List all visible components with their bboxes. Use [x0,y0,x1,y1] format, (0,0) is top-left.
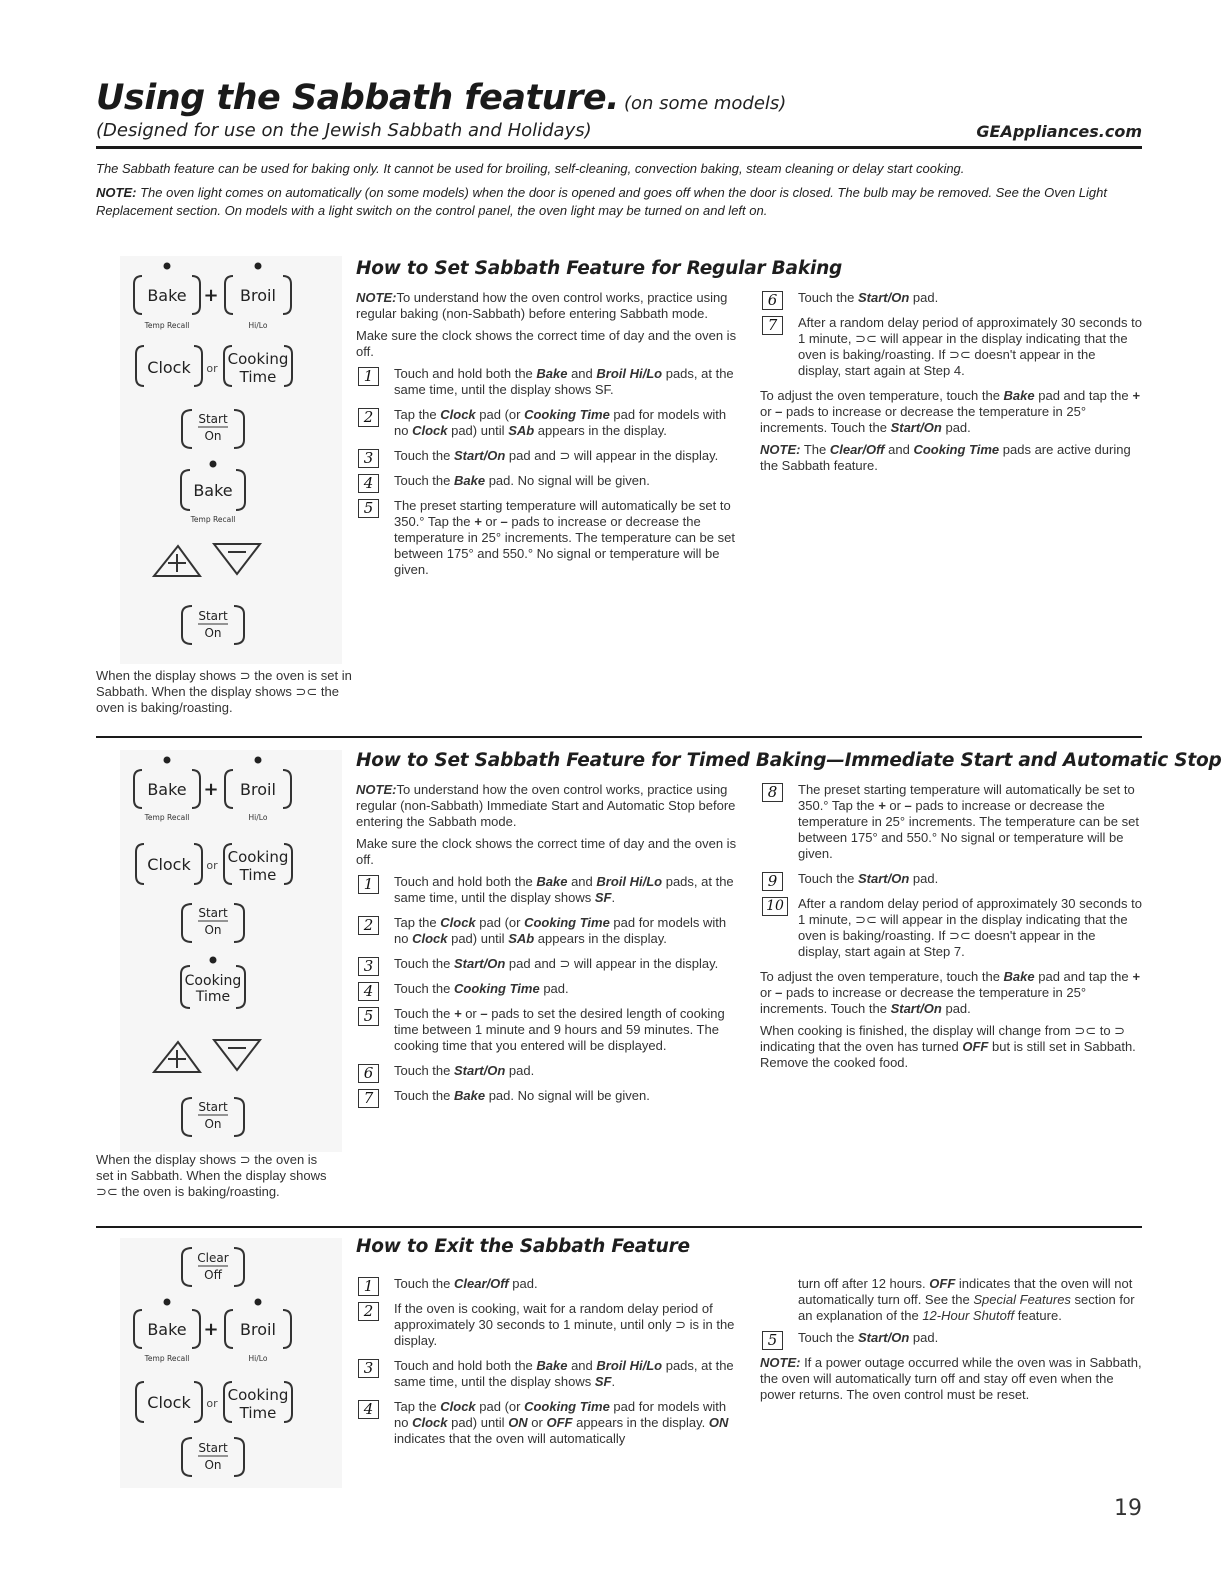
section2-step: 4 Touch the Cooking Time pad. [356,981,740,997]
section2-step: 9 Touch the Start/On pad. [760,871,1142,887]
section1-note: NOTE:To understand how the oven control works, practice using regular baking (non-Sabbath) before entering Sabbath mode. [356,290,728,321]
section3-right-column [760,1276,1142,1409]
section1-step: 2 Tap the Clock pad (or Cooking Time pad for models with no Clock pad) until SAb appears in the display. [356,407,740,439]
section-divider-1 [96,736,1142,738]
section2-right-column [760,782,1142,1077]
section2-step: 7 Touch the Bake pad. No signal will be given. [356,1088,740,1104]
section3-step: 4 Tap the Clock pad (or Cooking Time pad for models with no Clock pad) until ON or OFF appears in the display. ON indicates that the oven will automatically [356,1399,740,1447]
section2-step: 2 Tap the Clock pad (or Cooking Time pad for models with no Clock pad) until SAb appears in the display. [356,915,740,947]
page-title [96,78,786,118]
section3-step: 3 Touch and hold both the Bake and Broil Hi/Lo pads, at the same time, until the display shows SF. [356,1358,740,1390]
section2-note: NOTE:To understand how the oven control works, practice using regular (non-Sabbath) Immediate Start and Automatic Stop before entering the Sabbath mode. [356,782,736,829]
section-divider-2 [96,1226,1142,1228]
clock-cooking-pads [136,844,292,884]
svg-text:or: or [206,859,218,872]
clock-cooking-pads [136,1382,292,1422]
section3-step: 2 If the oven is cooking, wait for a random delay period of approximately 30 seconds to 1 minute, until only ⊃ is in the display. [356,1301,740,1349]
svg-text:Broil: Broil [240,780,276,799]
section2-left-column [356,782,740,1113]
svg-text:Bake: Bake [147,1320,187,1339]
svg-text:Temp Recall: Temp Recall [190,515,236,524]
intro-text [96,160,1142,220]
plus-minus-arrows [154,544,260,576]
svg-text:On: On [204,429,222,443]
svg-text:Start: Start [198,906,228,920]
title-note: (on some models) [623,93,787,114]
section2-make-sure: Make sure the clock shows the correct time of day and the oven is off. [356,836,737,867]
svg-text:Temp Recall: Temp Recall [144,321,190,330]
caption-2: When the display shows ⊃ the oven is set in Sabbath. When the display shows ⊃⊂ the oven is baking/roasting. [96,1152,327,1199]
intro-note-label: NOTE: [96,185,137,200]
svg-text:On: On [204,1458,222,1472]
svg-text:Start: Start [198,609,228,623]
svg-text:Clock: Clock [147,1393,191,1412]
control-panel-illustration-3 [120,1238,342,1488]
bake-broil-pads [134,757,291,823]
clear-off-pad [182,1248,244,1286]
section3-title: How to Exit the Sabbath Feature [356,1236,690,1257]
section1-left-column [356,290,740,587]
svg-text:Time: Time [239,866,277,884]
svg-text:+: + [203,779,219,800]
section2-step: 1 Touch and hold both the Bake and Broil Hi/Lo pads, at the same time, until the display shows SF. [356,874,740,906]
section3-continued: turn off after 12 hours. OFF indicates that the oven will not automatically turn off. See the Special Features section for an explanation of the 12-Hour Shutoff feature. [798,1276,1135,1323]
svg-text:Time: Time [195,989,231,1005]
svg-text:Hi/Lo: Hi/Lo [248,813,268,822]
bake-pad-label: Bake [147,286,187,305]
section1-step: 1 Touch and hold both the Bake and Broil Hi/Lo pads, at the same time, until the display shows SF. [356,366,740,398]
subtitle: (Designed for use on the Jewish Sabbath and Holidays) [96,120,592,141]
intro-line1: The Sabbath feature can be used for baking only. It cannot be used for broiling, self-cleaning, convection baking, steam cleaning or delay start cooking. [96,161,965,176]
control-panel-illustration-1 [120,256,342,664]
start-on-pad-2 [182,1098,244,1136]
section1-right-column [760,290,1142,480]
section1-step: 4 Touch the Bake pad. No signal will be given. [356,473,740,489]
svg-text:On: On [204,1117,222,1131]
start-on-pad [182,1438,244,1476]
section3-step: 1 Touch the Clear/Off pad. [356,1276,740,1292]
section1-step: 7 After a random delay period of approximately 30 seconds to 1 minute, ⊃⊂ will appear in the display indicating that the oven is baking/roasting. If ⊃⊂ doesn't appear in the display, start again at Step 4. [760,315,1142,379]
start-on-pad-1 [182,410,244,448]
svg-text:Clock: Clock [147,855,191,874]
svg-text:On: On [204,923,222,937]
start-on-pad-1 [182,904,244,942]
section1-step: 5 The preset starting temperature will automatically be set to 350.° Tap the + or – pads to increase or decrease the temperature in 25° increments. The temperature can be set between 175° and 550.° No signal or temperature will be given. [356,498,740,578]
svg-text:Time: Time [239,368,277,386]
section2-step: 10 After a random delay period of approximately 30 seconds to 1 minute, ⊃⊂ will appear in the display indicating that the oven is baking/roasting. If ⊃⊂ doesn't appear in the display, start again at Step 7. [760,896,1142,960]
svg-text:Start: Start [198,412,228,426]
clock-cooking-pads [136,346,292,386]
control-panel-illustration-2 [120,750,342,1152]
section1-step: 6 Touch the Start/On pad. [760,290,1142,306]
intro-note-text: The oven light comes on automatically (on some models) when the door is opened and goes off when the door is closed. The bulb may be removed. See the Oven Light Replacement section. On models with a light switch on the control panel, the oven light may be turned on and left on. [96,185,1107,218]
clock-pad-label: Clock [147,358,191,377]
bake-broil-pads [134,263,291,331]
cooking-time-pad [181,957,245,1009]
svg-text:Temp Recall: Temp Recall [144,1354,190,1363]
plus-minus-arrows [154,1040,260,1072]
section3-note: NOTE: If a power outage occurred while the oven was in Sabbath, the oven will automatically turn off and stay off even when the power returns. The oven control must be reset. [760,1355,1142,1402]
start-on-pad-2 [182,606,244,644]
intro-note [96,184,1142,220]
section2-finished: When cooking is finished, the display will change from ⊃⊂ to ⊃ indicating that the oven has turned OFF but is still set in Sabbath. Remove the cooked food. [760,1023,1136,1070]
section2-step: 8 The preset starting temperature will automatically be set to 350.° Tap the + or – pads to increase or decrease the temperature in 25° increments. The temperature can be set between 175° and 550.° No signal or temperature will be given. [760,782,1142,862]
svg-text:Temp Recall: Temp Recall [144,813,190,822]
svg-text:Cooking: Cooking [227,1386,289,1404]
svg-text:Cooking: Cooking [184,973,242,989]
section1-note2: NOTE: The Clear/Off and Cooking Time pads are active during the Sabbath feature. [760,442,1131,473]
svg-text:Bake: Bake [147,780,187,799]
svg-text:Broil: Broil [240,1320,276,1339]
bake-pad-single [181,461,245,525]
svg-text:or: or [206,1397,218,1410]
svg-text:Start: Start [198,1100,228,1114]
section1-adjust: To adjust the oven temperature, touch the Bake pad and tap the + or – pads to increase or decrease the temperature in 25° increments. Touch the Start/On pad. [760,388,1140,435]
svg-text:Time: Time [239,1404,277,1422]
svg-text:+: + [203,285,219,306]
section2-step: 3 Touch the Start/On pad and ⊃ will appear in the display. [356,956,740,972]
svg-text:Off: Off [204,1268,222,1282]
svg-text:Cooking: Cooking [227,848,289,866]
svg-text:Start: Start [198,1441,228,1455]
website-link[interactable]: GEAppliances.com [976,122,1142,141]
svg-text:Bake: Bake [193,481,233,500]
svg-text:Hi/Lo: Hi/Lo [248,1354,268,1363]
section2-step: 6 Touch the Start/On pad. [356,1063,740,1079]
page-number: 19 [1114,1496,1142,1521]
section1-make-sure: Make sure the clock shows the correct time of day and the oven is off. [356,328,737,359]
caption-1: When the display shows ⊃ the oven is set in Sabbath. When the display shows ⊃⊂ the oven is baking/roasting. [96,668,352,715]
svg-text:+: + [203,1319,219,1340]
svg-text:Hi/Lo: Hi/Lo [248,321,268,330]
title-main: Using the Sabbath feature. [96,78,619,118]
bake-broil-pads [134,1299,291,1364]
header-rule [96,146,1142,149]
section1-step: 3 Touch the Start/On pad and ⊃ will appear in the display. [356,448,740,464]
section1-title: How to Set Sabbath Feature for Regular Baking [356,258,843,279]
section2-title: How to Set Sabbath Feature for Timed Baking—Immediate Start and Automatic Stop [356,750,1222,771]
svg-text:or: or [206,362,218,375]
broil-pad-label: Broil [240,286,276,305]
svg-text:On: On [204,626,222,640]
section3-step: 5 Touch the Start/On pad. [760,1330,1142,1346]
section2-step: 5 Touch the + or – pads to set the desired length of cooking time between 1 minute and 9 hours and 59 minutes. The cooking time that you entered will be displayed. [356,1006,740,1054]
section3-left-column [356,1276,740,1456]
svg-text:Clear: Clear [197,1251,229,1265]
section2-adjust: To adjust the oven temperature, touch the Bake pad and tap the + or – pads to increase or decrease the temperature in 25° increments. Touch the Start/On pad. [760,969,1140,1016]
svg-text:Cooking: Cooking [227,350,289,368]
